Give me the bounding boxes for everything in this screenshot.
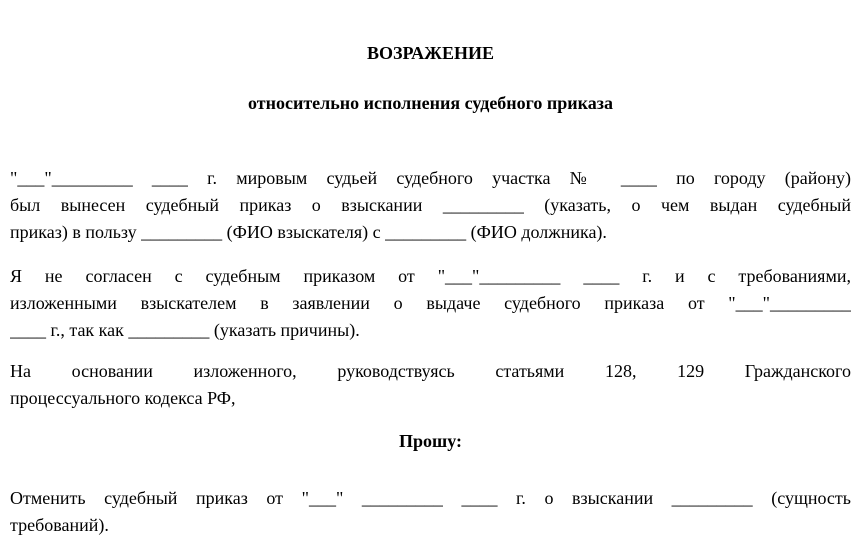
objection-paragraph <box>10 263 851 344</box>
paragraph-line: изложенными взыскателем в заявлении о выдаче судебного приказа от "___"_________ <box>10 293 851 313</box>
paragraph-line: приказ) в пользу _________ (ФИО взыскателя) с _________ (ФИО должника). <box>10 222 607 242</box>
paragraph-line: Я не согласен с судебным приказом от "___"_________ ____ г. и с требованиями, <box>10 266 851 286</box>
request-heading: Прошу: <box>399 431 462 451</box>
legal-basis-paragraph <box>10 358 851 412</box>
intro-paragraph <box>10 165 851 246</box>
paragraph-line: ____ г., так как _________ (указать причины). <box>10 320 360 340</box>
document-subtitle: относительно исполнения судебного приказа <box>248 93 613 113</box>
paragraph-line: был вынесен судебный приказ о взыскании _________ (указать, о чем выдан судебный <box>10 195 851 215</box>
paragraph-line: "___"_________ ____ г. мировым судьей судебного участка № ____ по городу (району) <box>10 168 851 188</box>
paragraph-line: требований). <box>10 515 109 535</box>
paragraph-line: На основании изложенного, руководствуясь статьями 128, 129 Гражданского <box>10 361 851 381</box>
paragraph-line: процессуального кодекса РФ, <box>10 388 236 408</box>
document-title: ВОЗРАЖЕНИЕ <box>366 43 494 63</box>
request-paragraph <box>10 485 851 539</box>
paragraph-line: Отменить судебный приказ от "___" _________ ____ г. о взыскании _________ (сущность <box>10 488 851 508</box>
